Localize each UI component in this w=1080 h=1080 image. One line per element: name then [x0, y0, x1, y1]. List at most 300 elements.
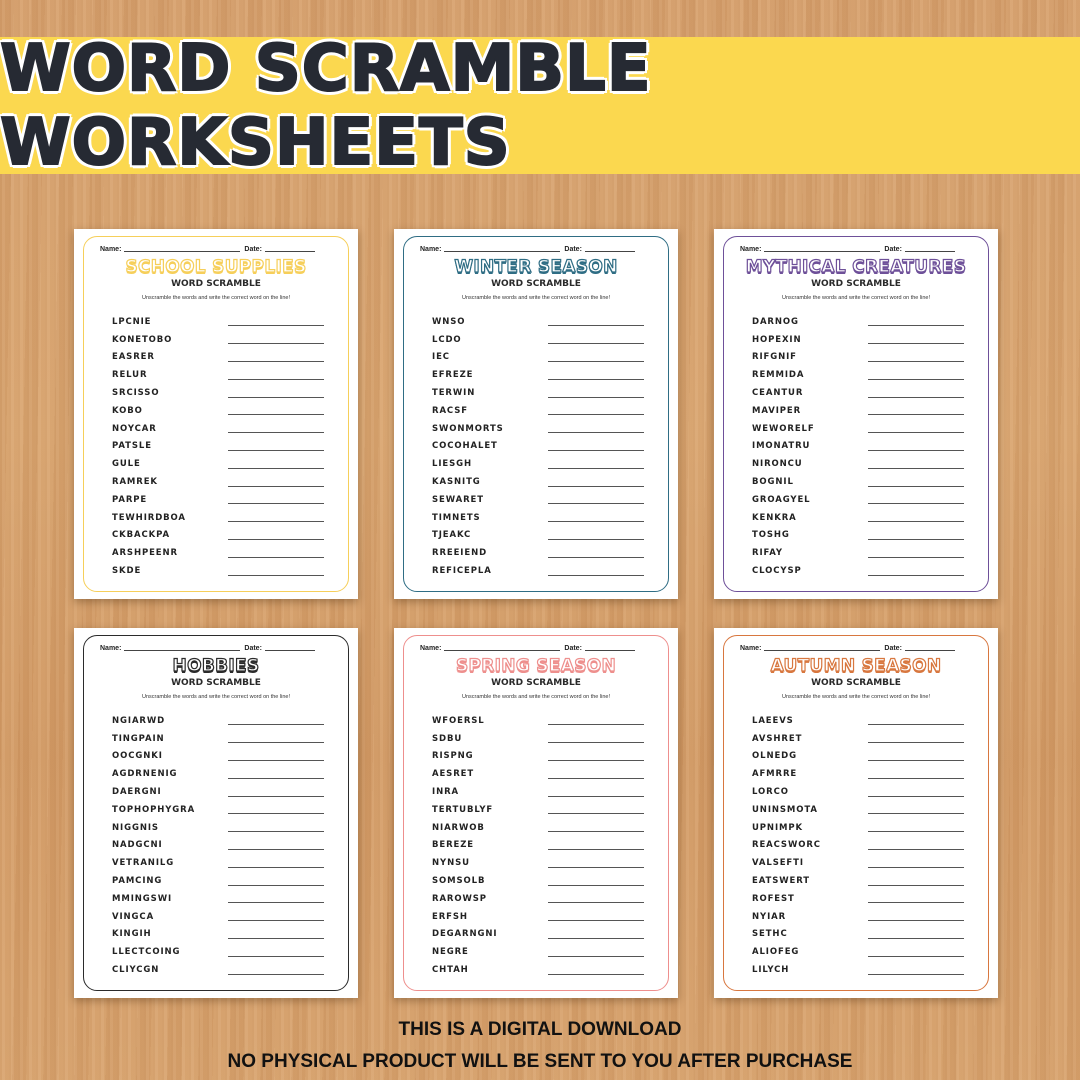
answer-line[interactable]: [868, 397, 964, 398]
word-row: [752, 384, 964, 402]
word-row: [752, 349, 964, 367]
worksheet-theme-title: MYTHICAL CREATURES: [745, 257, 967, 277]
answer-line[interactable]: [868, 486, 964, 487]
answer-line[interactable]: [548, 503, 644, 504]
scrambled-word: ERFSH: [432, 911, 468, 922]
date-label: Date:: [884, 246, 902, 253]
worksheet-subtitle: WORD SCRAMBLE: [811, 279, 901, 289]
name-label: Name:: [420, 645, 442, 652]
word-row: [752, 712, 964, 730]
word-row: [432, 943, 644, 961]
scrambled-word: NGIARWD: [112, 715, 166, 726]
word-row: [752, 331, 964, 349]
scrambled-word: TOPHOPHYGRA: [112, 804, 196, 815]
answer-line[interactable]: [228, 486, 324, 487]
footer-line-1: THIS IS A DIGITAL DOWNLOAD: [398, 1019, 682, 1040]
scrambled-word: IMONATRU: [752, 441, 811, 452]
answer-line[interactable]: [228, 325, 324, 326]
scrambled-word: REFICEPLA: [432, 566, 492, 577]
scrambled-word: REMMIDA: [752, 370, 805, 381]
word-row: [112, 473, 324, 491]
answer-line[interactable]: [228, 760, 324, 761]
scrambled-word: TEWHIRDBOA: [112, 512, 186, 523]
word-row: [752, 527, 964, 545]
scrambled-word: EATSWERT: [752, 876, 810, 887]
word-row: [432, 331, 644, 349]
scrambled-word: TERTUBLYF: [432, 804, 494, 815]
scrambled-word: WNSO: [432, 316, 466, 327]
word-row: [112, 748, 324, 766]
word-row: [432, 837, 644, 855]
word-row: [752, 491, 964, 509]
scrambled-word: BEREZE: [432, 840, 475, 851]
answer-line[interactable]: [228, 414, 324, 415]
scrambled-word: KONETOBO: [112, 334, 173, 345]
answer-line[interactable]: [548, 521, 644, 522]
scrambled-word: ARSHPEENR: [112, 548, 178, 559]
scrambled-word: INRA: [432, 787, 459, 798]
word-row: [112, 313, 324, 331]
word-row: [752, 908, 964, 926]
answer-line[interactable]: [228, 575, 324, 576]
worksheet-card[interactable]: [714, 229, 998, 599]
scrambled-word: AVSHRET: [752, 733, 803, 744]
word-row: [432, 402, 644, 420]
answer-line[interactable]: [868, 831, 964, 832]
answer-line[interactable]: [548, 397, 644, 398]
worksheet-theme-title: SCHOOL SUPPLIES: [125, 257, 307, 277]
word-row: [112, 819, 324, 837]
word-row: [752, 438, 964, 456]
answer-line[interactable]: [548, 902, 644, 903]
answer-line[interactable]: [868, 778, 964, 779]
scrambled-word: RIFGNIF: [752, 352, 797, 363]
answer-line[interactable]: [868, 343, 964, 344]
word-row: [432, 438, 644, 456]
date-line: [905, 643, 955, 651]
worksheet-card[interactable]: [74, 229, 358, 599]
word-row: [112, 562, 324, 580]
scrambled-word: SEWARET: [432, 494, 484, 505]
name-date-row: [100, 239, 334, 253]
scrambled-word: TINGPAIN: [112, 733, 165, 744]
answer-line[interactable]: [868, 361, 964, 362]
word-row: [432, 819, 644, 837]
word-row: [112, 730, 324, 748]
scrambled-word: CLIYCGN: [112, 965, 160, 976]
scrambled-word: GROAGYEL: [752, 494, 811, 505]
worksheet-theme-title: HOBBIES: [172, 656, 260, 676]
scrambled-word: DEGARNGNI: [432, 929, 498, 940]
word-row: [112, 890, 324, 908]
scrambled-word: GULE: [112, 459, 141, 470]
worksheet-subtitle: WORD SCRAMBLE: [491, 279, 581, 289]
word-row: [432, 349, 644, 367]
scrambled-word: CKBACKPA: [112, 530, 170, 541]
word-list: [752, 313, 964, 580]
word-row: [112, 765, 324, 783]
word-list: [752, 712, 964, 979]
word-row: [752, 819, 964, 837]
worksheet-subtitle: WORD SCRAMBLE: [491, 678, 581, 688]
scrambled-word: SDBU: [432, 733, 463, 744]
footer-notice: [0, 1014, 1080, 1078]
word-list: [432, 712, 644, 979]
name-date-row: [740, 239, 974, 253]
answer-line[interactable]: [228, 974, 324, 975]
scrambled-word: UNINSMOTA: [752, 804, 818, 815]
scrambled-word: CEANTUR: [752, 388, 804, 399]
name-line: [124, 244, 240, 252]
worksheet-instructions: Unscramble the words and write the correct word on the line!: [782, 694, 930, 700]
name-label: Name:: [100, 645, 122, 652]
word-row: [432, 890, 644, 908]
date-label: Date:: [244, 246, 262, 253]
answer-line[interactable]: [548, 557, 644, 558]
answer-line[interactable]: [868, 414, 964, 415]
answer-line[interactable]: [228, 379, 324, 380]
answer-line[interactable]: [228, 867, 324, 868]
scrambled-word: KASNITG: [432, 477, 481, 488]
answer-line[interactable]: [228, 343, 324, 344]
scrambled-word: LCDO: [432, 334, 462, 345]
answer-line[interactable]: [228, 539, 324, 540]
scrambled-word: RAMREK: [112, 477, 158, 488]
worksheet-instructions: Unscramble the words and write the correct word on the line!: [142, 694, 290, 700]
scrambled-word: CHTAH: [432, 965, 469, 976]
answer-line[interactable]: [868, 539, 964, 540]
scrambled-word: HOPEXIN: [752, 334, 802, 345]
word-row: [752, 943, 964, 961]
scrambled-word: SETHC: [752, 929, 788, 940]
answer-line[interactable]: [228, 742, 324, 743]
scrambled-word: SRCISSO: [112, 388, 160, 399]
word-row: [432, 712, 644, 730]
scrambled-word: SOMSOLB: [432, 876, 486, 887]
scrambled-word: AFMRRE: [752, 769, 798, 780]
word-row: [112, 961, 324, 979]
worksheet-theme-title: WINTER SEASON: [454, 257, 618, 277]
answer-line[interactable]: [548, 796, 644, 797]
answer-line[interactable]: [228, 503, 324, 504]
worksheet-card[interactable]: [74, 628, 358, 998]
scrambled-word: LORCO: [752, 787, 789, 798]
scrambled-word: PAMCING: [112, 876, 163, 887]
scrambled-word: EASRER: [112, 352, 155, 363]
date-line: [585, 643, 635, 651]
answer-line[interactable]: [548, 760, 644, 761]
answer-line[interactable]: [868, 956, 964, 957]
date-label: Date:: [244, 645, 262, 652]
word-row: [112, 527, 324, 545]
word-row: [432, 366, 644, 384]
answer-line[interactable]: [868, 325, 964, 326]
answer-line[interactable]: [228, 902, 324, 903]
answer-line[interactable]: [548, 813, 644, 814]
word-row: [432, 509, 644, 527]
answer-line[interactable]: [868, 760, 964, 761]
word-row: [752, 402, 964, 420]
scrambled-word: NADGCNI: [112, 840, 163, 851]
answer-line[interactable]: [548, 867, 644, 868]
answer-line[interactable]: [548, 885, 644, 886]
word-row: [432, 765, 644, 783]
word-row: [432, 730, 644, 748]
word-row: [112, 349, 324, 367]
answer-line[interactable]: [548, 468, 644, 469]
answer-line[interactable]: [868, 974, 964, 975]
answer-line[interactable]: [868, 724, 964, 725]
word-row: [432, 313, 644, 331]
word-row: [752, 801, 964, 819]
scrambled-word: EFREZE: [432, 370, 474, 381]
scrambled-word: RISPNG: [432, 751, 474, 762]
name-label: Name:: [420, 246, 442, 253]
answer-line[interactable]: [548, 920, 644, 921]
answer-line[interactable]: [868, 867, 964, 868]
answer-line[interactable]: [228, 956, 324, 957]
answer-line[interactable]: [228, 521, 324, 522]
scrambled-word: NEGRE: [432, 947, 469, 958]
word-row: [432, 961, 644, 979]
name-line: [764, 244, 880, 252]
word-row: [432, 527, 644, 545]
scrambled-word: NIARWOB: [432, 822, 485, 833]
word-row: [752, 420, 964, 438]
scrambled-word: TJEAKC: [432, 530, 472, 541]
worksheet-card[interactable]: [394, 628, 678, 998]
answer-line[interactable]: [868, 796, 964, 797]
answer-line[interactable]: [868, 575, 964, 576]
answer-line[interactable]: [228, 397, 324, 398]
date-label: Date:: [884, 645, 902, 652]
footer-line-2: NO PHYSICAL PRODUCT WILL BE SENT TO YOU AFTER PURCHASE: [227, 1051, 853, 1072]
word-row: [112, 438, 324, 456]
answer-line[interactable]: [548, 724, 644, 725]
word-row: [752, 562, 964, 580]
word-row: [752, 854, 964, 872]
name-label: Name:: [740, 246, 762, 253]
answer-line[interactable]: [868, 521, 964, 522]
answer-line[interactable]: [228, 849, 324, 850]
word-row: [112, 366, 324, 384]
name-date-row: [420, 239, 654, 253]
scrambled-word: RREEIEND: [432, 548, 488, 559]
answer-line[interactable]: [548, 849, 644, 850]
answer-line[interactable]: [548, 938, 644, 939]
word-row: [432, 908, 644, 926]
answer-line[interactable]: [868, 450, 964, 451]
answer-line[interactable]: [868, 557, 964, 558]
answer-line[interactable]: [548, 325, 644, 326]
word-row: [752, 890, 964, 908]
worksheet-card[interactable]: [714, 628, 998, 998]
scrambled-word: IEC: [432, 352, 450, 363]
word-row: [752, 783, 964, 801]
scrambled-word: CLOCYSP: [752, 566, 802, 577]
word-row: [112, 331, 324, 349]
answer-line[interactable]: [228, 557, 324, 558]
scrambled-word: NYNSU: [432, 858, 470, 869]
answer-line[interactable]: [868, 379, 964, 380]
answer-line[interactable]: [228, 796, 324, 797]
scrambled-word: TOSHG: [752, 530, 790, 541]
scrambled-word: RELUR: [112, 370, 148, 381]
worksheet-theme-title: AUTUMN SEASON: [770, 656, 942, 676]
answer-line[interactable]: [228, 468, 324, 469]
word-row: [432, 926, 644, 944]
scrambled-word: ALIOFEG: [752, 947, 800, 958]
word-row: [432, 748, 644, 766]
scrambled-word: REACSWORC: [752, 840, 821, 851]
scrambled-word: BOGNIL: [752, 477, 794, 488]
scrambled-word: NOYCAR: [112, 423, 157, 434]
scrambled-word: WFOERSL: [432, 715, 485, 726]
answer-line[interactable]: [548, 414, 644, 415]
scrambled-word: LLECTCOING: [112, 947, 181, 958]
word-row: [112, 491, 324, 509]
word-row: [432, 783, 644, 801]
word-row: [112, 509, 324, 527]
scrambled-word: WEWORELF: [752, 423, 815, 434]
worksheet-subtitle: WORD SCRAMBLE: [171, 678, 261, 688]
scrambled-word: RIFAY: [752, 548, 783, 559]
answer-line[interactable]: [548, 742, 644, 743]
word-row: [112, 455, 324, 473]
word-row: [112, 712, 324, 730]
word-list: [112, 712, 324, 979]
scrambled-word: LPCNIE: [112, 316, 152, 327]
word-row: [112, 854, 324, 872]
answer-line[interactable]: [868, 742, 964, 743]
scrambled-word: VETRANILG: [112, 858, 175, 869]
answer-line[interactable]: [548, 361, 644, 362]
worksheet-instructions: Unscramble the words and write the correct word on the line!: [462, 694, 610, 700]
date-line: [905, 244, 955, 252]
word-row: [752, 872, 964, 890]
answer-line[interactable]: [228, 831, 324, 832]
worksheet-subtitle: WORD SCRAMBLE: [811, 678, 901, 688]
word-row: [752, 473, 964, 491]
scrambled-word: DAERGNI: [112, 787, 162, 798]
date-line: [265, 244, 315, 252]
answer-line[interactable]: [548, 539, 644, 540]
worksheet-card[interactable]: [394, 229, 678, 599]
word-row: [752, 837, 964, 855]
answer-line[interactable]: [228, 813, 324, 814]
word-row: [432, 384, 644, 402]
answer-line[interactable]: [868, 938, 964, 939]
word-row: [752, 926, 964, 944]
scrambled-word: NIGGNIS: [112, 822, 159, 833]
answer-line[interactable]: [228, 450, 324, 451]
word-row: [432, 455, 644, 473]
answer-line[interactable]: [228, 361, 324, 362]
answer-line[interactable]: [868, 468, 964, 469]
scrambled-word: LAEEVS: [752, 715, 794, 726]
name-date-row: [740, 638, 974, 652]
answer-line[interactable]: [228, 432, 324, 433]
word-row: [752, 765, 964, 783]
answer-line[interactable]: [548, 974, 644, 975]
scrambled-word: VINGCA: [112, 911, 155, 922]
scrambled-word: OLNEDG: [752, 751, 797, 762]
scrambled-word: VALSEFTI: [752, 858, 804, 869]
answer-line[interactable]: [868, 813, 964, 814]
answer-line[interactable]: [868, 920, 964, 921]
date-label: Date:: [564, 645, 582, 652]
scrambled-word: NIRONCU: [752, 459, 803, 470]
scrambled-word: MMINGSWI: [112, 893, 173, 904]
word-row: [112, 801, 324, 819]
answer-line[interactable]: [228, 724, 324, 725]
name-line: [444, 244, 560, 252]
answer-line[interactable]: [548, 956, 644, 957]
answer-line[interactable]: [548, 486, 644, 487]
word-row: [112, 837, 324, 855]
answer-line[interactable]: [228, 778, 324, 779]
word-row: [112, 926, 324, 944]
word-row: [432, 544, 644, 562]
word-list: [112, 313, 324, 580]
word-row: [432, 420, 644, 438]
answer-line[interactable]: [548, 343, 644, 344]
word-row: [752, 509, 964, 527]
word-list: [432, 313, 644, 580]
scrambled-word: SWONMORTS: [432, 423, 504, 434]
scrambled-word: RAROWSP: [432, 893, 487, 904]
scrambled-word: DARNOG: [752, 316, 799, 327]
scrambled-word: LILYCH: [752, 965, 790, 976]
answer-line[interactable]: [548, 432, 644, 433]
answer-line[interactable]: [868, 849, 964, 850]
answer-line[interactable]: [548, 575, 644, 576]
scrambled-word: SKDE: [112, 566, 142, 577]
answer-line[interactable]: [868, 432, 964, 433]
word-row: [112, 402, 324, 420]
scrambled-word: MAVIPER: [752, 405, 802, 416]
scrambled-word: PARPE: [112, 494, 148, 505]
worksheet-theme-title: SPRING SEASON: [455, 656, 617, 676]
name-line: [124, 643, 240, 651]
answer-line[interactable]: [228, 920, 324, 921]
word-row: [112, 943, 324, 961]
word-row: [752, 366, 964, 384]
banner-title: WORD SCRAMBLE WORKSHEETS: [0, 31, 652, 180]
worksheet-instructions: Unscramble the words and write the correct word on the line!: [782, 295, 930, 301]
answer-line[interactable]: [548, 831, 644, 832]
word-row: [112, 908, 324, 926]
answer-line[interactable]: [228, 885, 324, 886]
answer-line[interactable]: [868, 902, 964, 903]
scrambled-word: NYIAR: [752, 911, 787, 922]
name-label: Name:: [100, 246, 122, 253]
scrambled-word: UPNIMPK: [752, 822, 803, 833]
answer-line[interactable]: [868, 885, 964, 886]
date-label: Date:: [564, 246, 582, 253]
answer-line[interactable]: [548, 379, 644, 380]
answer-line[interactable]: [868, 503, 964, 504]
scrambled-word: KINGIH: [112, 929, 152, 940]
answer-line[interactable]: [548, 450, 644, 451]
date-line: [265, 643, 315, 651]
word-row: [752, 961, 964, 979]
answer-line[interactable]: [228, 938, 324, 939]
scrambled-word: PATSLE: [112, 441, 152, 452]
answer-line[interactable]: [548, 778, 644, 779]
title-banner: [0, 31, 1080, 180]
word-row: [112, 420, 324, 438]
